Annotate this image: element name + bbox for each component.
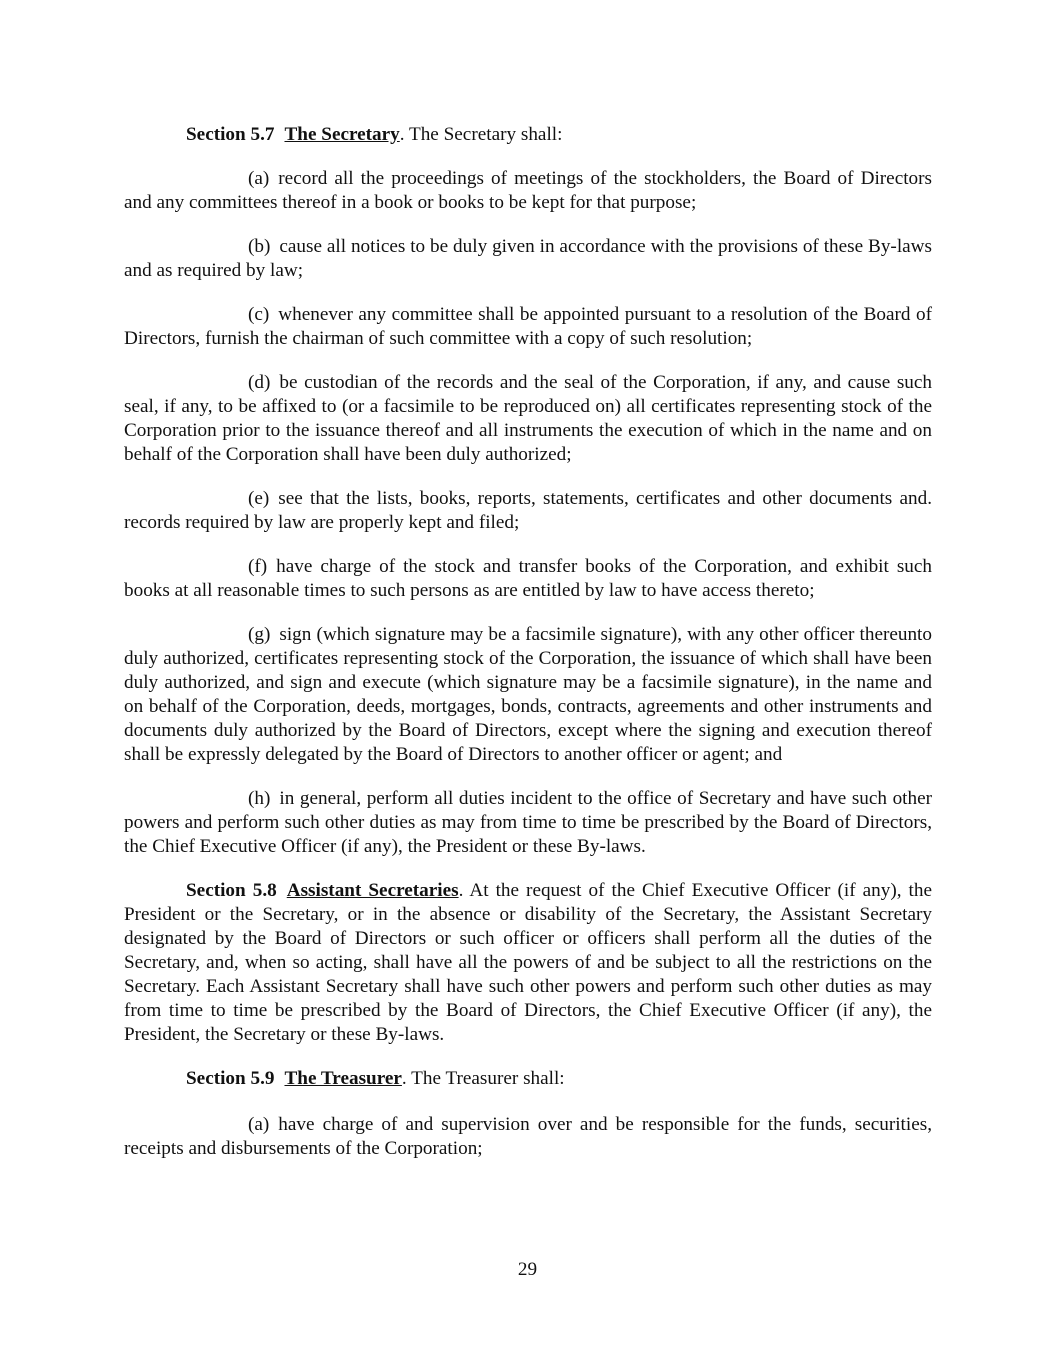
clause-paragraph (124, 787, 932, 859)
section-intro: . The Treasurer shall: (401, 1068, 565, 1089)
clause-paragraph (124, 623, 932, 767)
section-intro: . The Secretary shall: (399, 124, 563, 145)
document-page (124, 123, 932, 1181)
clause-label: (h) (248, 788, 271, 809)
clause-label: (f) (248, 556, 268, 577)
clause-paragraph (124, 487, 932, 535)
clause-label: (g) (248, 624, 271, 645)
clause-paragraph (124, 1113, 932, 1161)
clause-paragraph (124, 235, 932, 283)
clause-paragraph (124, 371, 932, 467)
clause-label: (c) (248, 304, 270, 325)
clause-paragraph (124, 167, 932, 215)
section-heading-5-8 (124, 879, 932, 1047)
clause-text: sign (which signature may be a facsimile signature), with any other officer thereunto duly authorized, certificates representing stock of the Corporation, the issuance of which shall have been duly authorized, and sign and execute (which signature may be a facsimile signature), in the name and on behalf of the Corporation, deeds, mortgages, bonds, contracts, agreements and other instruments and documents duly authorized by the Board of Directors, except where the signing and execution thereof shall be expressly delegated by the Board of Directors to another officer or agent; and (124, 624, 932, 765)
clause-text: record all the proceedings of meetings of the stockholders, the Board of Directors and any committees thereof in a book or books to be kept for that purpose; (124, 168, 932, 213)
clause-text: cause all notices to be duly given in accordance with the provisions of these By-laws and as required by law; (124, 236, 932, 281)
page-number: 29 (517, 1259, 538, 1280)
clause-text: see that the lists, books, reports, statements, certificates and other documents and. records required by law are properly kept and filed; (124, 488, 932, 533)
section-title: Assistant Secretaries (286, 880, 459, 901)
section-title: The Secretary (284, 124, 400, 145)
section-number: Section 5.8 (186, 880, 277, 901)
clause-label: (e) (248, 488, 270, 509)
clause-label: (b) (248, 236, 271, 257)
clause-text: have charge of the stock and transfer books of the Corporation, and exhibit such books at all reasonable times to such persons as are entitled by law to have access thereto; (124, 556, 932, 601)
clause-text: whenever any committee shall be appointed pursuant to a resolution of the Board of Directors, furnish the chairman of such committee with a copy of such resolution; (124, 304, 932, 349)
section-heading-5-9 (124, 1067, 932, 1091)
clause-text: have charge of and supervision over and be responsible for the funds, securities, receipts and disbursements of the Corporation; (124, 1114, 932, 1159)
section-heading-5-7 (124, 123, 932, 147)
clause-label: (a) (248, 168, 270, 189)
section-body: . At the request of the Chief Executive Officer (if any), the President or the Secretary, or in the absence or disability of the Secretary, the Assistant Secretary designated by the Board of Directors or such officer or officers shall perform all the duties of the Secretary, and, when so acting, shall have all the powers of and be subject to all the restrictions on the Secretary. Each Assistant Secretary shall have such other powers and perform such other duties as may from time to time be prescribed by the Board of Directors, the Chief Executive Officer (if any), the President, the Secretary or these By-laws. (124, 880, 932, 1045)
clause-text: in general, perform all duties incident to the office of Secretary and have such other powers and perform such other duties as may from time to time be prescribed by the Board of Directors, the Chief Executive Officer (if any), the President or these By-laws. (124, 788, 932, 857)
section-number: Section 5.7 (186, 124, 275, 145)
section-number: Section 5.9 (186, 1068, 275, 1089)
clause-paragraph (124, 303, 932, 351)
clause-paragraph (124, 555, 932, 603)
clause-text: be custodian of the records and the seal of the Corporation, if any, and cause such seal, if any, to be affixed to (or a facsimile to be reproduced on) all certificates representing stock of the Corporation prior to the issuance thereof and all instruments the execution of which in the name and on behalf of the Corporation shall have been duly authorized; (124, 372, 932, 465)
section-title: The Treasurer (284, 1068, 402, 1089)
clause-label: (d) (248, 372, 271, 393)
clause-label: (a) (248, 1114, 270, 1135)
